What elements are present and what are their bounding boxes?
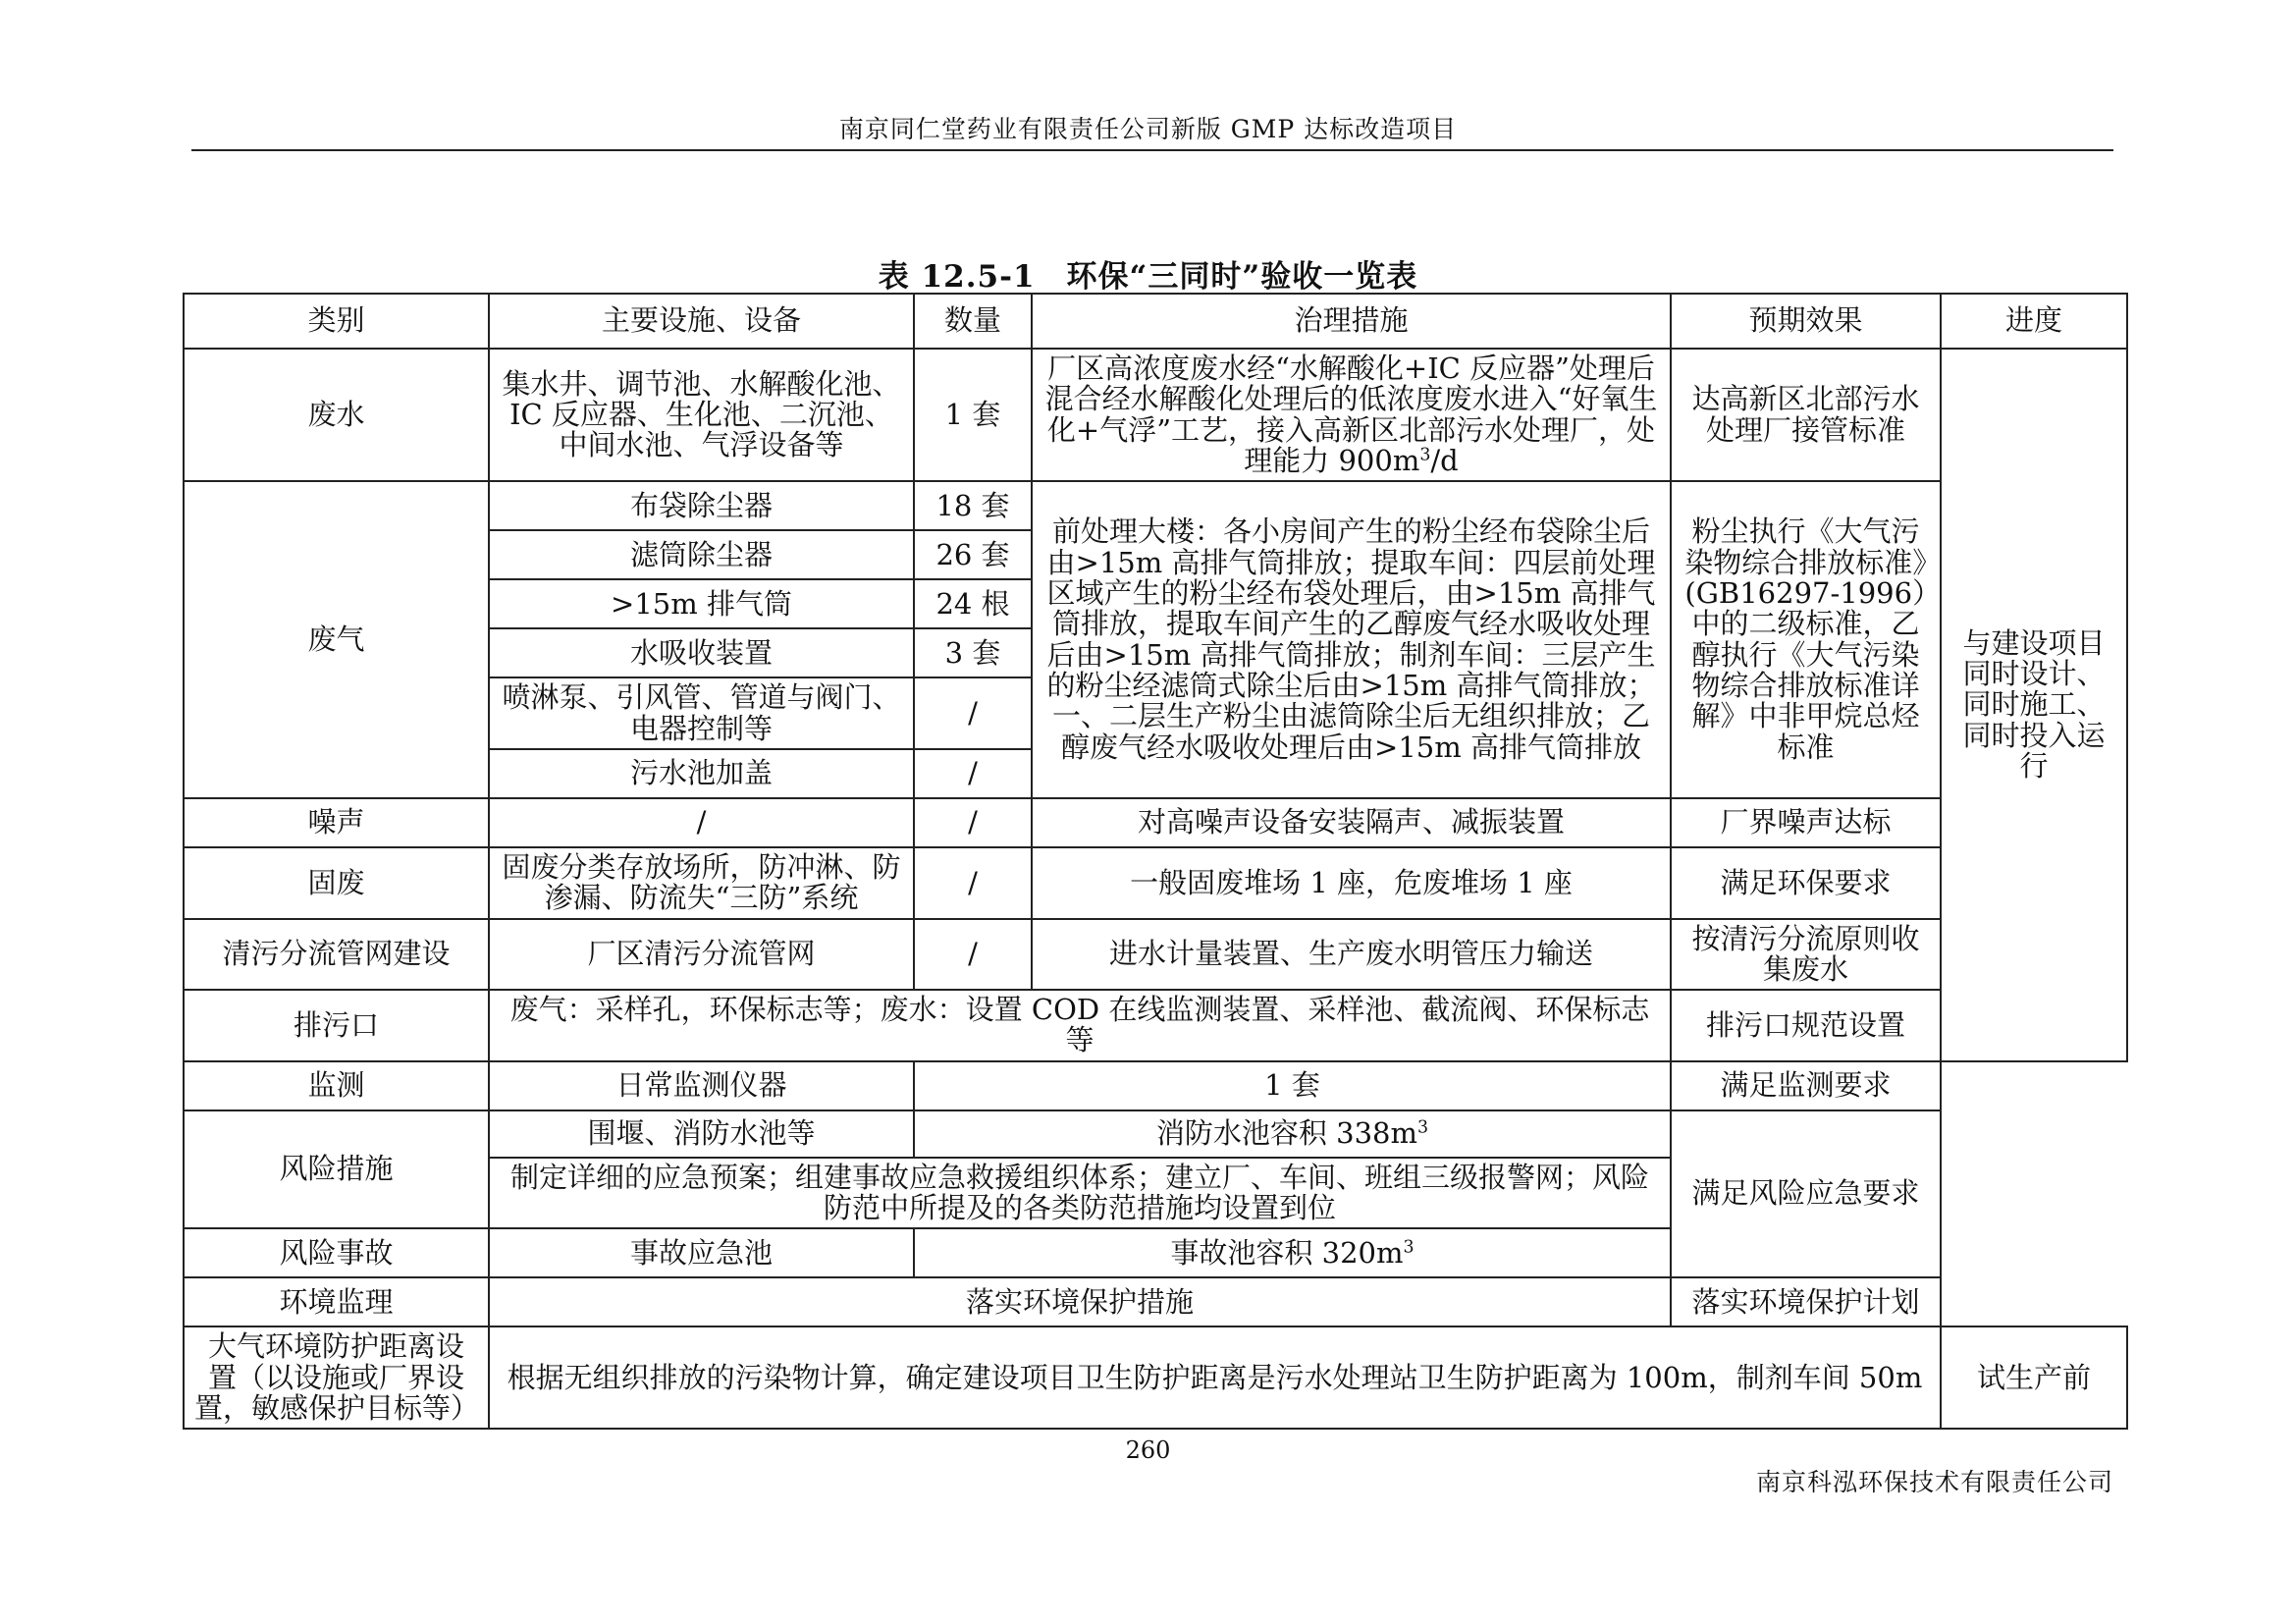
measure-cell bbox=[1032, 349, 1671, 481]
quantity-cell: 18 套 bbox=[914, 481, 1032, 530]
effect-cell: 落实环境保护计划 bbox=[1671, 1277, 1941, 1326]
table-row bbox=[184, 481, 2127, 530]
category-cell: 环境监理 bbox=[184, 1277, 489, 1326]
equipment-cell: 滤筒除尘器 bbox=[489, 530, 914, 579]
table-row bbox=[184, 349, 2127, 481]
table-row bbox=[184, 1277, 2127, 1326]
table-row bbox=[184, 847, 2127, 919]
effect-cell: 满足环保要求 bbox=[1671, 847, 1941, 919]
table-row bbox=[184, 990, 2127, 1061]
equipment-cell: 集水井、调节池、水解酸化池、IC 反应器、生化池、二沉池、中间水池、气浮设备等 bbox=[489, 349, 914, 481]
table-row bbox=[184, 919, 2127, 991]
quantity-cell: / bbox=[914, 677, 1032, 749]
detail-text: 消防水池容积 338m bbox=[1155, 1116, 1417, 1151]
superscript: 3 bbox=[1403, 1237, 1415, 1258]
measure-unit: /d bbox=[1430, 443, 1459, 477]
detail-text: 事故池容积 320m bbox=[1170, 1235, 1404, 1270]
measure-cell: 一般固废堆场 1 座，危废堆场 1 座 bbox=[1032, 847, 1671, 919]
category-cell: 监测 bbox=[184, 1061, 489, 1110]
quantity-cell: 1 套 bbox=[914, 349, 1032, 481]
column-header: 预期效果 bbox=[1671, 294, 1941, 349]
category-cell: 大气环境防护距离设置（以设施或厂界设置，敏感保护目标等） bbox=[184, 1326, 489, 1429]
document-header: 南京同仁堂药业有限责任公司新版 GMP 达标改造项目 bbox=[838, 115, 1458, 143]
table-row bbox=[184, 1061, 2127, 1110]
equipment-cell: 固废分类存放场所，防冲淋、防渗漏、防流失“三防”系统 bbox=[489, 847, 914, 919]
category-cell: 废水 bbox=[184, 349, 489, 481]
equipment-cell: >15m 排气筒 bbox=[489, 579, 914, 628]
effect-cell: 满足监测要求 bbox=[1671, 1061, 1941, 1110]
equipment-cell: 围堰、消防水池等 bbox=[489, 1110, 914, 1158]
equipment-cell: 厂区清污分流管网 bbox=[489, 919, 914, 991]
column-header: 数量 bbox=[914, 294, 1032, 349]
table-header-row bbox=[184, 294, 2127, 349]
category-cell: 固废 bbox=[184, 847, 489, 919]
column-header: 治理措施 bbox=[1032, 294, 1671, 349]
quantity-cell: / bbox=[914, 847, 1032, 919]
footer-company: 南京科泓环保技术有限责任公司 bbox=[1755, 1468, 2113, 1496]
equipment-cell: / bbox=[489, 798, 914, 847]
quantity-cell: / bbox=[914, 798, 1032, 847]
quantity-cell: / bbox=[914, 749, 1032, 798]
quantity-cell: 26 套 bbox=[914, 530, 1032, 579]
column-header: 类别 bbox=[184, 294, 489, 349]
category-cell: 风险事故 bbox=[184, 1228, 489, 1277]
effect-cell: 按清污分流原则收集废水 bbox=[1671, 919, 1941, 991]
table-row bbox=[184, 1326, 2127, 1429]
content-cell: 落实环境保护措施 bbox=[489, 1277, 1671, 1326]
content-cell: 根据无组织排放的污染物计算，确定建设项目卫生防护距离是污水处理站卫生防护距离为 100m，制剂车间 50m bbox=[489, 1326, 1941, 1429]
progress-cell: 与建设项目同时设计、同时施工、同时投入运行 bbox=[1941, 349, 2127, 1061]
measure-text: 厂区高浓度废水经“水解酸化+IC 反应器”处理后混合经水解酸化处理后的低浓度废水进入“好氧生化+气浮”工艺，接入高新区北部污水处理厂，处理能力 900m bbox=[1044, 352, 1658, 477]
detail-cell bbox=[914, 1228, 1671, 1277]
category-cell: 风险措施 bbox=[184, 1110, 489, 1229]
category-cell: 噪声 bbox=[184, 798, 489, 847]
category-cell: 废气 bbox=[184, 481, 489, 798]
page-number: 260 bbox=[1125, 1436, 1171, 1464]
outlet-content-cell: 废气：采样孔，环保标志等；废水：设置 COD 在线监测装置、采样池、截流阀、环保标志等 bbox=[489, 990, 1671, 1061]
quantity-cell: 24 根 bbox=[914, 579, 1032, 628]
effect-cell: 满足风险应急要求 bbox=[1671, 1110, 1941, 1278]
detail-cell bbox=[914, 1110, 1671, 1158]
equipment-cell: 喷淋泵、引风管、管道与阀门、电器控制等 bbox=[489, 677, 914, 749]
header-rule bbox=[191, 149, 2113, 151]
table-row bbox=[184, 798, 2127, 847]
column-header: 主要设施、设备 bbox=[489, 294, 914, 349]
equipment-cell: 水吸收装置 bbox=[489, 628, 914, 677]
column-header: 进度 bbox=[1941, 294, 2127, 349]
equipment-cell: 布袋除尘器 bbox=[489, 481, 914, 530]
effect-cell: 粉尘执行《大气污染物综合排放标准》(GB16297-1996）中的二级标准，乙醇执行《大气污染物综合排放标准详解》中非甲烷总烃标准 bbox=[1671, 481, 1941, 798]
acceptance-table bbox=[183, 293, 2128, 1430]
quantity-cell: 3 套 bbox=[914, 628, 1032, 677]
superscript: 3 bbox=[1419, 445, 1431, 465]
measure-cell: 进水计量装置、生产废水明管压力输送 bbox=[1032, 919, 1671, 991]
equipment-cell: 日常监测仪器 bbox=[489, 1061, 914, 1110]
effect-cell: 排污口规范设置 bbox=[1671, 990, 1941, 1061]
table-title: 表 12.5-1 环保“三同时”验收一览表 bbox=[878, 259, 1418, 295]
progress-cell: 试生产前 bbox=[1941, 1326, 2127, 1429]
quantity-cell: / bbox=[914, 919, 1032, 991]
table-row bbox=[184, 1110, 2127, 1158]
equipment-cell: 事故应急池 bbox=[489, 1228, 914, 1277]
equipment-cell: 污水池加盖 bbox=[489, 749, 914, 798]
effect-cell: 厂界噪声达标 bbox=[1671, 798, 1941, 847]
category-cell: 清污分流管网建设 bbox=[184, 919, 489, 991]
measure-cell: 前处理大楼：各小房间产生的粉尘经布袋除尘后由>15m 高排气筒排放；提取车间：四层前处理区域产生的粉尘经布袋处理后，由>15m 高排气筒排放，提取车间产生的乙醇废气经水吸收处理后由>15m 高排气筒排放；制剂车间：三层产生的粉尘经滤筒式除尘后由>15m 高排气筒排放；一、二层生产粉尘由滤筒除尘后无组织排放；乙醇废气经水吸收处理后由>15m 高排气筒排放 bbox=[1032, 481, 1671, 798]
plan-cell: 制定详细的应急预案；组建事故应急救援组织体系；建立厂、车间、班组三级报警网；风险防范中所提及的各类防范措施均设置到位 bbox=[489, 1158, 1671, 1229]
measure-cell: 对高噪声设备安装隔声、减振装置 bbox=[1032, 798, 1671, 847]
superscript: 3 bbox=[1417, 1117, 1429, 1138]
effect-cell: 达高新区北部污水处理厂接管标准 bbox=[1671, 349, 1941, 481]
quantity-cell: 1 套 bbox=[914, 1061, 1671, 1110]
category-cell: 排污口 bbox=[184, 990, 489, 1061]
